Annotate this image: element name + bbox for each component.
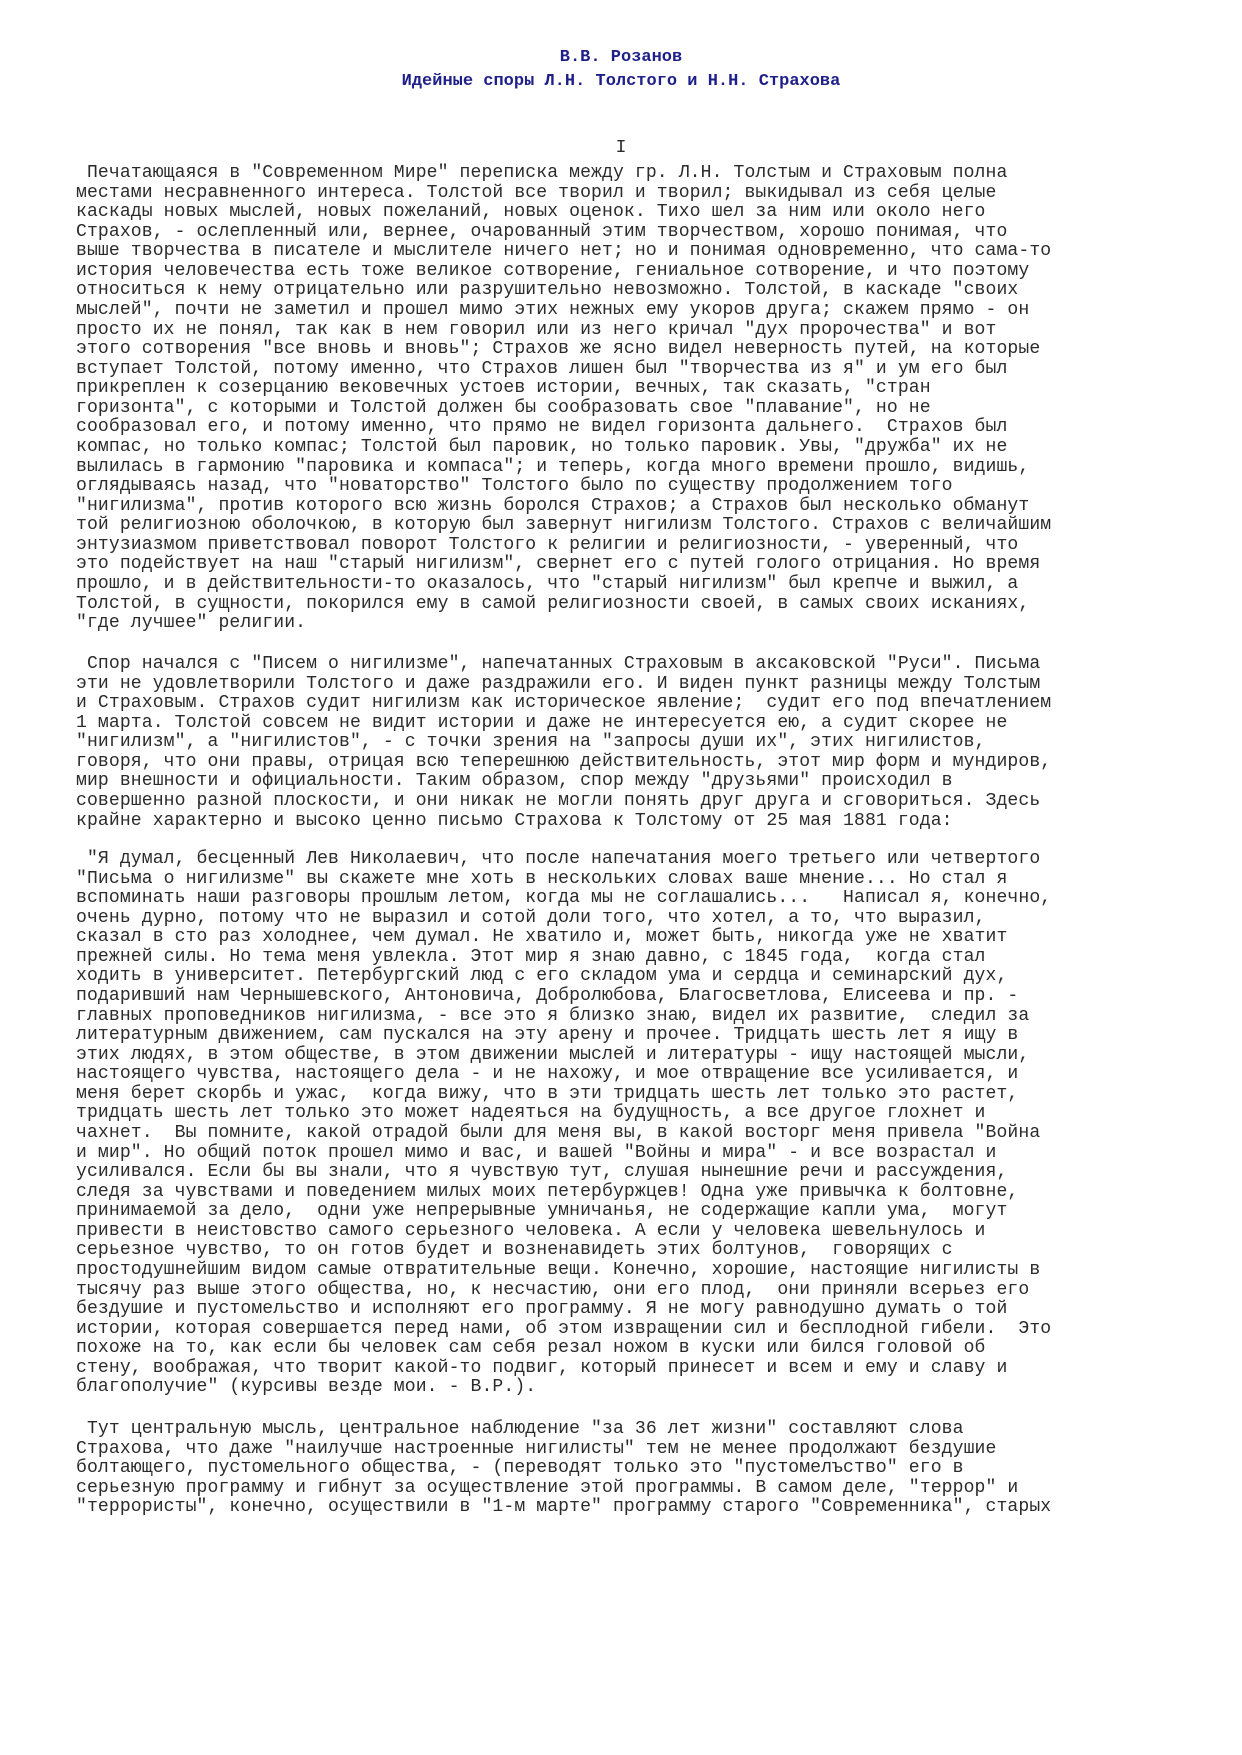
text-line: мир внешности и официальности. Таким образом, спор между "друзьями" происходил в: [76, 771, 953, 792]
text-line: эти не удовлетворили Толстого и даже раздражили его. И виден пункт разницы между Толстым: [76, 673, 1041, 694]
text-line: относиться к нему отрицательно или разрушительно невозможно. Толстой, в каскаде "своих: [76, 280, 1019, 301]
text-line: серьезную программу и гибнут за осуществление этой программы. В самом деле, "террор" и: [76, 1477, 1019, 1498]
text-line: Спор начался с "Писем о нигилизме", напечатанных Страховым в аксаковской "Руси". Письма: [76, 654, 1041, 674]
text-line: настоящего чувства, настоящего дела - и не нахожу, и мое отвращение все усиливается, и: [76, 1064, 1019, 1085]
text-line: принимаемой за дело, одни уже непрерывные умничанья, не содержащие капли ума, могут: [76, 1201, 1008, 1222]
text-line: "нигилизм", а "нигилистов", - с точки зрения на "запросы души их", этих нигилистов,: [76, 732, 986, 753]
text-line: стену, воображая, что творит какой-то подвиг, который принесет и всем и ему и славу и: [76, 1357, 1008, 1378]
text-line: очень дурно, потому что не выразил и сотой доли того, что хотел, а то, что выразил,: [76, 907, 986, 928]
text-line: "где лучшее" религии.: [76, 613, 307, 634]
text-line: литературным движением, сам пускался на эту арену и прочее. Тридцать шесть лет я ищу в: [76, 1025, 1019, 1046]
text-line: сказал в сто раз холоднее, чем думал. Не хватило и, может быть, никогда уже не хватит: [76, 927, 1008, 948]
text-line: чахнет. Вы помните, какой отрадой были для меня вы, в какой восторг меня привела "Война: [76, 1122, 1041, 1143]
text-line: этого сотворения "все вновь и вновь"; Страхов же ясно видел неверность путей, на которые: [76, 339, 1041, 360]
text-line: местами несравненного интереса. Толстой все творил и творил; выкидывал из себя целые: [76, 182, 997, 203]
text-line: подаривший нам Чернышевского, Антоновича, Добролюбова, Благосветлова, Елисеева и пр. -: [76, 985, 1019, 1006]
text-line: прошло, и в действительности-то оказалось, что "старый нигилизм" был крепче и выжил, а: [76, 573, 1019, 594]
text-line: той религиозною оболочкою, в которую был завернут нигилизм Толстого. Страхов с величайшим: [76, 515, 1052, 536]
text-line: Толстой, в сущности, покорился ему в самой религиозности своей, в самых своих исканиях,: [76, 593, 1030, 614]
chapter-number: I: [615, 138, 627, 158]
text-line: серьезное чувство, то он готов будет и возненавидеть этих болтунов, говорящих с: [76, 1240, 953, 1261]
text-line: и мир". Но общий поток прошел мимо и вас, и вашей "Войны и мира" - и все возрастал и: [76, 1142, 997, 1163]
text-line: главных проповедников нигилизма, - все это я близко знаю, видел их развитие, следил за: [76, 1005, 1030, 1026]
text-line: 1 марта. Толстой совсем не видит истории и даже не интересуется ею, а судит скорее не: [76, 712, 1008, 733]
text-line: истории, которая совершается перед нами, об этом извращении сил и бесплодной гибели. Это: [76, 1318, 1052, 1339]
text-line: усиливался. Если бы вы знали, что я чувствую тут, слушая нынешние речи и рассуждения,: [76, 1162, 1008, 1183]
text-line: Печатающаяся в "Современном Мире" переписка между гр. Л.Н. Толстым и Страховым полна: [76, 163, 1008, 183]
text-line: это подействует на наш "старый нигилизм", свернет его с путей голого отрицания. Но время: [76, 554, 1041, 575]
text-line: оглядываясь назад, что "новаторство" Толстого было по существу продолжением того: [76, 476, 953, 497]
text-line: и Страховым. Страхов судит нигилизм как историческое явление; судит его под впечатлением: [76, 693, 1052, 714]
text-line: благополучие" (курсивы везде мои. - В.Р.).: [76, 1377, 537, 1398]
text-line: вступает Толстой, потому именно, что Страхов лишен был "творчества из я" и ум его был: [76, 358, 1008, 379]
text-line: Страхов, - ослепленный или, вернее, очарованный этим творчеством, хорошо понимая, что: [76, 221, 1008, 242]
text-line: компас, но только компас; Толстой был паровик, но только паровик. Увы, "дружба" их не: [76, 436, 1008, 457]
text-line: крайне характерно и высоко ценно письмо Страхова к Толстому от 25 мая 1881 года:: [76, 810, 953, 831]
text-line: "Письма о нигилизме" вы скажете мне хоть в нескольких словах ваше мнение... Но стал я: [76, 868, 1008, 889]
text-line: "нигилизма", против которого всю жизнь боролся Страхов; а Страхов был несколько обманут: [76, 495, 1030, 516]
text-line: болтающего, пустомельного общества, - (переводят только это "пустомелъство" его в: [76, 1458, 964, 1479]
text-line: этих людях, в этом обществе, в этом движении мыслей и литературы - ищу настоящей мысли,: [76, 1044, 1030, 1065]
text-line: каскады новых мыслей, новых пожеланий, новых оценок. Тихо шел за ним или около него: [76, 202, 986, 223]
text-line: сообразовал его, и потому именно, что прямо не видел горизонта дальнего. Страхов был: [76, 417, 1008, 438]
author-name: В.В. Розанов: [559, 48, 683, 67]
text-line: прикреплен к созерцанию вековечных устоев истории, вечных, так сказать, "стран: [76, 378, 931, 399]
text-line: совершенно разной плоскости, и они никак не могли понять друг друга и сговориться. Здесь: [76, 790, 1041, 811]
text-line: Страхова, что даже "наилучше настроенные нигилисты" тем не менее продолжают бездушие: [76, 1438, 997, 1459]
text-line: прежней силы. Но тема меня увлекла. Этот мир я знаю давно, с 1845 года, когда стал: [76, 946, 986, 967]
text-line: выше творчества в писателе и мыслителе ничего нет; но и понимая одновременно, что сама-то: [76, 241, 1052, 262]
text-line: меня берет скорбь и ужас, когда вижу, что в эти тридцать шесть лет только это растет,: [76, 1083, 1019, 1104]
text-line: похоже на то, как если бы человек сам себя резал ножом в куски или бился головой об: [76, 1338, 986, 1359]
text-line: "Я думал, бесценный Лев Николаевич, что после напечатания моего третьего или четвертого: [76, 849, 1041, 869]
document-title: Идейные споры Л.Н. Толстого и Н.Н. Страхова: [401, 72, 841, 91]
text-line: просто их не понял, так как в нем говорил или из него кричал "дух пророчества" и вот: [76, 319, 997, 340]
text-line: следя за чувствами и поведением милых моих петербуржцев! Одна уже привычка к болтовне,: [76, 1181, 1019, 1202]
text-line: простодушнейшим видом самые отвратительные вещи. Конечно, хорошие, настоящие нигилисты в: [76, 1259, 1041, 1280]
text-line: вылилась в гармонию "паровика и компаса"; и теперь, когда много времени прошло, видишь,: [76, 456, 1030, 477]
text-line: привести в неистовство самого серьезного человека. А если у человека шевельнулось и: [76, 1220, 986, 1241]
text-line: бездушие и пустомельство и исполняют его программу. Я не могу равнодушно думать о той: [76, 1299, 1008, 1320]
text-line: тысячу раз выше этого общества, но, к несчастию, они его плод, они приняли всерьез его: [76, 1279, 1030, 1300]
text-line: говоря, что они правы, отрицая всю теперешнюю действительность, этот мир форм и мундиров,: [76, 751, 1052, 772]
text-line: вспоминать наши разговоры прошлым летом, когда мы не соглашались... Написал я, конечно,: [76, 888, 1052, 909]
text-line: ходить в университет. Петербургский люд с его складом ума и сердца и семинарский дух,: [76, 966, 1008, 987]
text-line: история человечества есть тоже великое сотворение, гениальное сотворение, и что поэтому: [76, 260, 1030, 281]
text-line: тридцать шесть лет только это может надеяться на будущность, а все другое глохнет и: [76, 1103, 986, 1124]
text-line: "террористы", конечно, осуществили в "1-м марте" программу старого "Современника", старых: [76, 1497, 1052, 1518]
text-line: энтузиазмом приветствовал поворот Толстого к религии и религиозности, - уверенный, что: [76, 534, 1019, 555]
text-line: мыслей", почти не заметил и прошел мимо этих нежных ему укоров друга; скажем прямо - он: [76, 299, 1030, 320]
text-line: Тут центральную мысль, центральное наблюдение "за 36 лет жизни" составляют слова: [76, 1419, 964, 1439]
text-line: горизонта", с которыми и Толстой должен бы сообразовать свое "плавание", но не: [76, 397, 931, 418]
